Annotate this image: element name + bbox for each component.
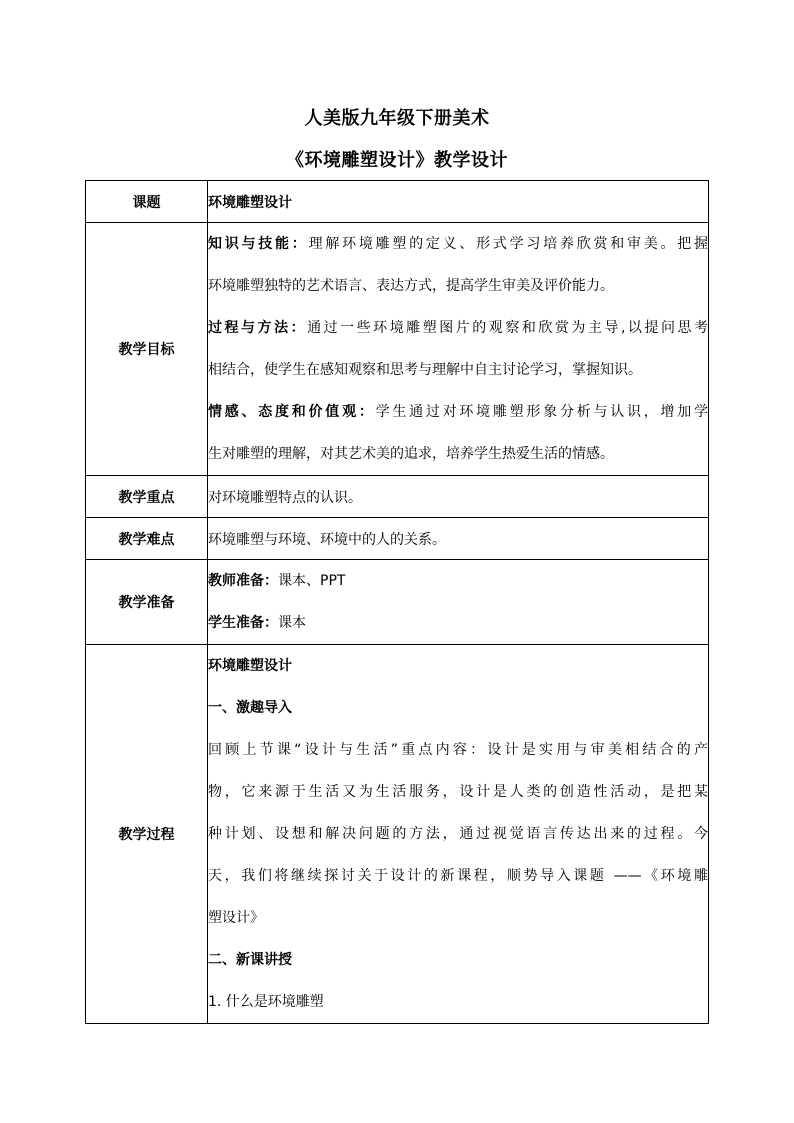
process-para-line4: 天，我们将继续探讨关于设计的新课程，顺势导入课题 ——《环境雕: [208, 868, 708, 884]
goal-process-text2: 相结合，使学生在感知观察和思考与理解中自主讨论学习，掌握知识。: [208, 362, 642, 378]
row-label-difficulty: 教学难点: [86, 518, 208, 560]
row-label-process: 教学过程: [86, 645, 208, 1024]
difficulty-value: 环境雕塑与环境、环境中的人的关系。: [208, 531, 446, 548]
table-row-goals: [86, 223, 709, 476]
document-subtitle: 《环境雕塑设计》教学设计: [286, 150, 508, 171]
row-content-prep: [208, 560, 709, 645]
prep-teacher: [208, 560, 708, 602]
process-section1: 一、激趣导入: [208, 700, 292, 716]
prep-student: [208, 602, 708, 644]
prep-teacher-text: 课本、PPT: [278, 573, 346, 589]
process-heading: 环境雕塑设计: [208, 658, 292, 674]
row-label-goals: 教学目标: [86, 223, 208, 476]
process-item1: 1. 什么是环境雕塑: [208, 994, 324, 1010]
goal-process-text1: 通过一些环境雕塑图片的观察和欣赏为主导,以提问思考: [307, 320, 708, 336]
goal-emotion-line1: [208, 391, 708, 433]
focus-value: 对环境雕塑特点的认识。: [208, 489, 362, 506]
goal-emotion-text1: 学生通过对环境雕塑形象分析与认识，增加学: [375, 404, 708, 420]
document-title: 人美版九年级下册美术: [304, 108, 490, 129]
goal-process-heading: 过程与方法：: [208, 320, 308, 336]
goal-emotion-text2: 生对雕塑的理解，对其艺术美的追求，培养学生热爱生活的情感。: [208, 446, 614, 462]
goal-knowledge-line1: [208, 223, 708, 265]
process-para-line5: 塑设计》: [208, 910, 264, 926]
goal-knowledge-text2: 环境雕塑独特的艺术语言、表达方式，提高学生审美及评价能力。: [208, 278, 614, 294]
table-row-process: [86, 645, 709, 1024]
prep-teacher-heading: 教师准备：: [208, 573, 278, 589]
row-label-topic: 课题: [86, 181, 208, 223]
row-content-focus: [208, 476, 709, 518]
goal-emotion-heading: 情感、态度和价值观：: [208, 404, 376, 420]
row-label-focus: 教学重点: [86, 476, 208, 518]
row-content-goals: [208, 223, 709, 476]
process-para-line3: 种计划、设想和解决问题的方法，通过视觉语言传达出来的过程。今: [208, 826, 708, 842]
prep-student-text: 课本: [278, 615, 306, 631]
process-para-line1: 回顾上节课“设计与生活”重点内容：设计是实用与审美相结合的产: [208, 742, 708, 758]
table-row-topic: [86, 181, 709, 223]
goal-knowledge-text1: 理解环境雕塑的定义、形式学习培养欣赏和审美。把握: [308, 236, 708, 252]
table-row-prep: [86, 560, 709, 645]
lesson-plan-table: [85, 180, 709, 1024]
table-row-focus: [86, 476, 709, 518]
row-label-prep: 教学准备: [86, 560, 208, 645]
prep-student-heading: 学生准备：: [208, 615, 278, 631]
table-row-difficulty: [86, 518, 709, 560]
row-content-process: [208, 645, 709, 1024]
process-para-line2: 物，它来源于生活又为生活服务，设计是人类的创造性活动，是把某: [208, 784, 708, 800]
goal-knowledge-heading: 知识与技能：: [208, 236, 309, 252]
process-section2: 二、新课讲授: [208, 952, 292, 968]
goal-process-line1: [208, 307, 708, 349]
row-content-difficulty: [208, 518, 709, 560]
row-content-topic: [208, 181, 709, 223]
topic-value: 环境雕塑设计: [208, 194, 292, 211]
